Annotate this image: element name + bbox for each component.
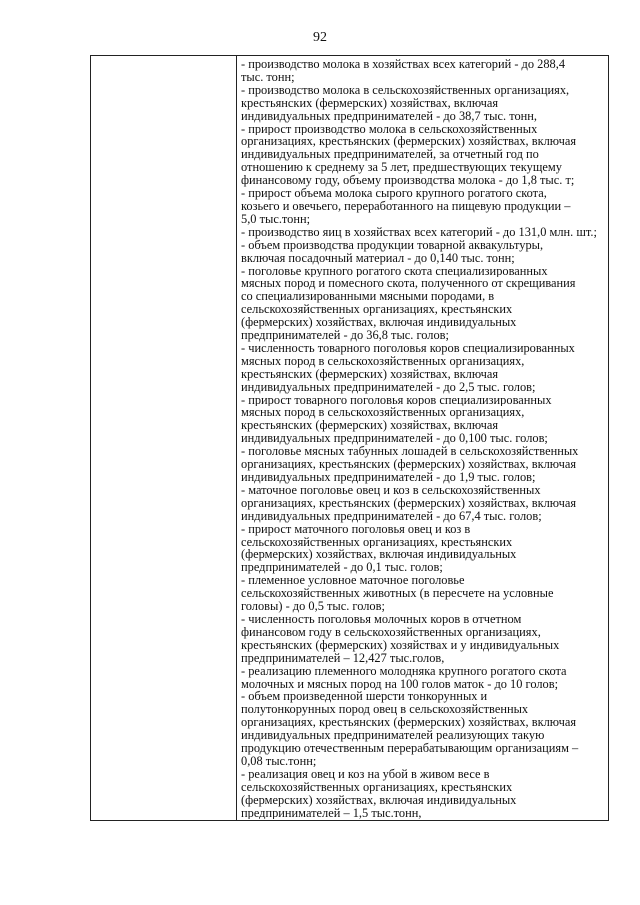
text-line: индивидуальных предпринимателей - до 67,4 тыс. голов;: [241, 509, 542, 523]
text-line: организациях, крестьянских (фермерских) хозяйствах, включая: [241, 458, 577, 471]
text-line: финансовом году в сельскохозяйственных организациях,: [241, 625, 541, 639]
text-line: - реализация овец и коз на убой в живом весе в: [241, 767, 490, 781]
text-line: - производство молока в сельскохозяйственных организациях,: [241, 83, 570, 97]
text-line: - производство яиц в хозяйствах всех категорий - до 131,0 млн. шт.;: [241, 225, 597, 239]
text-line: молочных и мясных пород на 100 голов маток - до 10 голов;: [241, 677, 559, 691]
text-line: сельскохозяйственных организациях, крестьянских: [241, 535, 513, 549]
text-line: отношению к среднему за 5 лет, предшествующих текущему: [241, 161, 562, 175]
text-line: мясных пород и помесного скота, полученного от скрещивания: [241, 277, 576, 291]
text-line: козьего и овечьего, переработанного на пищевую продукции –: [241, 199, 571, 213]
text-line: продукцию отечественным перерабатывающим организациям –: [241, 742, 579, 755]
text-line: - прирост маточного поголовья овец и коз в: [241, 522, 471, 536]
text-line: предпринимателей - до 36,8 тыс. голов;: [241, 329, 449, 342]
text-line: - прирост производство молока в сельскохозяйственных: [241, 122, 538, 136]
text-line: индивидуальных предпринимателей - до 2,5 тыс. голов;: [241, 380, 536, 394]
text-line: - племенное условное маточное поголовье: [241, 574, 465, 588]
text-line: головы) - до 0,5 тыс. голов;: [241, 600, 385, 613]
text-line: предпринимателей – 12,427 тыс.голов,: [241, 651, 445, 665]
page-number: 92: [313, 30, 327, 45]
text-line: тыс. тонн;: [241, 70, 295, 84]
text-line: полутонкорунных пород овец в сельскохозяйственных: [241, 703, 529, 717]
indicator-table: [90, 55, 609, 821]
text-line: предпринимателей - до 0,1 тыс. голов;: [241, 561, 443, 575]
text-line: (фермерских) хозяйствах, включая индивидуальных: [241, 548, 517, 562]
text-line: - прирост объема молока сырого крупного рогатого скота,: [241, 187, 547, 200]
text-line: организациях, крестьянских (фермерских) хозяйствах, включая: [241, 496, 577, 510]
text-line: индивидуальных предпринимателей - до 38,7 тыс. тонн,: [241, 109, 537, 123]
text-line: (фермерских) хозяйствах, включая индивидуальных: [241, 316, 517, 330]
table-left-column: [91, 56, 237, 820]
text-line: предпринимателей – 1,5 тыс.тонн,: [241, 806, 422, 820]
text-line: включая посадочный материал - до 0,140 тыс. тонн;: [241, 251, 515, 265]
text-line: - поголовье мясных табунных лошадей в сельскохозяйственных: [241, 445, 579, 459]
text-line: сельскохозяйственных организациях, крестьянских: [241, 780, 513, 794]
text-line: - объем производства продукции товарной аквакультуры,: [241, 238, 544, 252]
text-line: сельскохозяйственных животных (в пересчете на условные: [241, 587, 554, 601]
text-line: (фермерских) хозяйствах, включая индивидуальных: [241, 793, 517, 807]
text-line: крестьянских (фермерских) хозяйствах, включая: [241, 367, 499, 381]
text-line: - реализацию племенного молодняка крупного рогатого скота: [241, 664, 567, 678]
text-line: - производство молока в хозяйствах всех категорий - до 288,4: [241, 58, 566, 71]
text-line: - маточное поголовье овец и коз в сельскохозяйственных: [241, 483, 541, 497]
text-line: крестьянских (фермерских) хозяйствах, включая: [241, 96, 499, 110]
text-line: крестьянских (фермерских) хозяйствах и у индивидуальных: [241, 638, 560, 652]
text-line: - поголовье крупного рогатого скота специализированных: [241, 264, 548, 278]
text-line: 0,08 тыс.тонн;: [241, 754, 317, 768]
table-right-column: [237, 56, 608, 820]
text-line: сельскохозяйственных организациях, крестьянских: [241, 303, 513, 317]
text-line: индивидуальных предпринимателей - до 1,9 тыс. голов;: [241, 471, 536, 484]
text-line: мясных пород в сельскохозяйственных организациях,: [241, 406, 525, 420]
text-line: финансовому году, объему производства молока - до 1,8 тыс. т;: [241, 174, 575, 188]
text-line: со специализированными мясными породами, в: [241, 290, 495, 304]
text-line: - прирост товарного поголовья коров специализированных: [241, 393, 552, 407]
text-line: индивидуальных предпринимателей, за отчетный год по: [241, 148, 539, 162]
text-line: - численность товарного поголовья коров специализированных: [241, 341, 575, 355]
text-line: индивидуальных предпринимателей реализующих такую: [241, 729, 545, 743]
text-line: 5,0 тыс.тонн;: [241, 212, 311, 226]
text-line: - численность поголовья молочных коров в отчетном: [241, 612, 522, 626]
text-line: организациях, крестьянских (фермерских) хозяйствах, включая: [241, 716, 577, 730]
text-line: организациях, крестьянских (фермерских) хозяйствах, включая: [241, 135, 577, 149]
text-line: мясных пород в сельскохозяйственных организациях,: [241, 354, 525, 368]
text-line: - объем произведенной шерсти тонкорунных и: [241, 690, 488, 704]
text-line: индивидуальных предпринимателей - до 0,100 тыс. голов;: [241, 432, 548, 446]
text-line: крестьянских (фермерских) хозяйствах, включая: [241, 419, 499, 433]
